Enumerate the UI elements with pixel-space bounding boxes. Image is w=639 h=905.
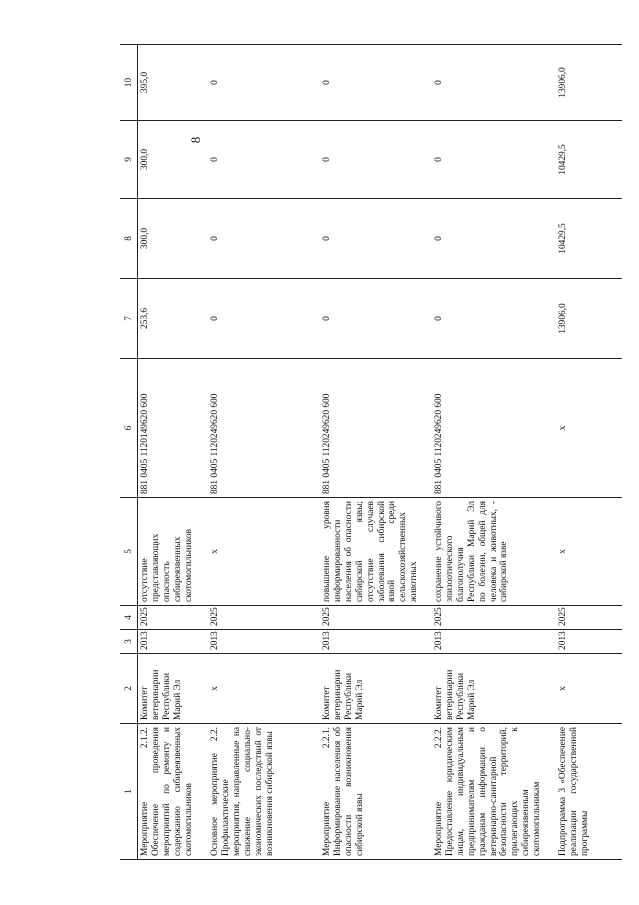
column-header: 10 <box>120 45 138 121</box>
start-year-cell: 2013 <box>320 630 432 654</box>
start-year-cell: 2013 <box>432 630 556 654</box>
executor-cell: Комитет ветеринарии Республики Марий Эл <box>138 654 209 724</box>
expected-result-cell: х <box>556 498 622 606</box>
start-year-cell: 2013 <box>138 630 209 654</box>
budget-code-cell: 881 0405 1120149620 600 <box>138 359 209 498</box>
program-table <box>120 44 622 860</box>
value-cell: 13906,0 <box>556 45 622 121</box>
end-year-cell: 2025 <box>138 606 209 630</box>
executor-cell: х <box>556 654 622 724</box>
budget-code-cell: х <box>556 359 622 498</box>
column-header: 2 <box>120 654 138 724</box>
value-cell: 0 <box>432 45 556 121</box>
activity-name-cell: Подпрограмма 3 «Обеспечение реализации государственной программы <box>556 724 622 860</box>
value-cell: 0 <box>208 45 320 121</box>
activity-name-cell: Мероприятие 2.1.2. Обеспечение проведения мероприятий по ремонту и содержанию сибиреязвенных скотомогильников <box>138 724 209 860</box>
activity-name-cell: Мероприятие 2.2.2. Предоставление юридическим лицам, индивидуальным предпринимателям и гражданам информации о ветеринарно-санитарной безопасности территорий, прилегающих к сибиреязвенным скотомогильникам <box>432 724 556 860</box>
rotated-content <box>120 45 610 860</box>
budget-code-cell: 881 0405 1120249620 600 <box>208 359 320 498</box>
value-cell: 395,0 <box>138 45 209 121</box>
column-header: 3 <box>120 630 138 654</box>
table-row <box>138 45 209 860</box>
value-cell: 0 <box>320 279 432 359</box>
end-year-cell: 2025 <box>556 606 622 630</box>
expected-result-cell: повышение уровня информированности населения об опасности сибирской язвы; отсутствие случаев заболевания сибирской язвой среди сельскохозяйственных животных <box>320 498 432 606</box>
value-cell: 13906,0 <box>556 279 622 359</box>
column-header: 9 <box>120 121 138 199</box>
end-year-cell: 2025 <box>320 606 432 630</box>
page-number: 8 <box>188 136 203 144</box>
expected-result-cell: отсутствие представляющих опасность сибиреязвенных скотомогильников <box>138 498 209 606</box>
end-year-cell: 2025 <box>208 606 320 630</box>
table-row <box>432 45 556 860</box>
value-cell: 0 <box>432 199 556 279</box>
column-header: 6 <box>120 359 138 498</box>
value-cell: 0 <box>208 279 320 359</box>
table-row <box>556 45 622 860</box>
value-cell: 10429,5 <box>556 121 622 199</box>
start-year-cell: 2013 <box>208 630 320 654</box>
value-cell: 0 <box>432 121 556 199</box>
activity-name-cell: Основное мероприятие 2.2. Профилактические мероприятия, направленные на снижение социально-экономических последствий от возникновения сибирской язвы <box>208 724 320 860</box>
value-cell: 253,6 <box>138 279 209 359</box>
executor-cell: Комитет ветеринарии Республики Марий Эл <box>432 654 556 724</box>
column-header: 5 <box>120 498 138 606</box>
expected-result-cell: х <box>208 498 320 606</box>
budget-code-cell: 881 0405 1120249620 600 <box>432 359 556 498</box>
value-cell: 0 <box>320 121 432 199</box>
start-year-cell: 2013 <box>556 630 622 654</box>
value-cell: 300,0 <box>138 121 209 199</box>
column-header: 4 <box>120 606 138 630</box>
executor-cell: Комитет ветеринарии Республики Марий Эл <box>320 654 432 724</box>
value-cell: 0 <box>320 199 432 279</box>
value-cell: 0 <box>208 121 320 199</box>
activity-name-cell: Мероприятие 2.2.1. Информирование населения об опасности возникновения сибирской язвы <box>320 724 432 860</box>
value-cell: 300,0 <box>138 199 209 279</box>
value-cell: 0 <box>432 279 556 359</box>
budget-code-cell: 881 0405 1120249620 600 <box>320 359 432 498</box>
table-row <box>320 45 432 860</box>
end-year-cell: 2025 <box>432 606 556 630</box>
value-cell: 0 <box>320 45 432 121</box>
value-cell: 0 <box>208 199 320 279</box>
column-header: 7 <box>120 279 138 359</box>
header-row <box>120 45 138 860</box>
executor-cell: х <box>208 654 320 724</box>
value-cell: 10429,5 <box>556 199 622 279</box>
column-header: 1 <box>120 724 138 860</box>
expected-result-cell: сохранение устойчивого эпизоотического благополучия Республики Марий Эл по болезни, общей для человека и животных, - сибирской язве <box>432 498 556 606</box>
table-row <box>208 45 320 860</box>
column-header: 8 <box>120 199 138 279</box>
